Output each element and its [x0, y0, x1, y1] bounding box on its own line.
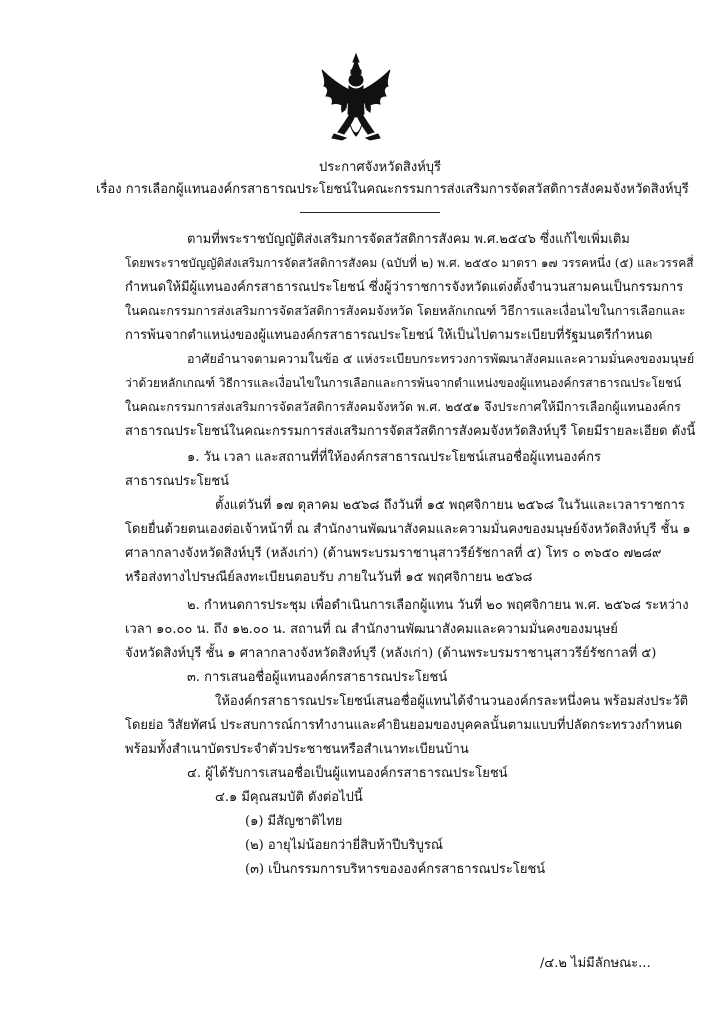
- paragraph-line: ในคณะกรรมการส่งเสริมการจัดสวัสดิการสังคมจังหวัด โดยหลักเกณฑ์ วิธีการและเงื่อนไขในการเลือกและ: [125, 303, 686, 318]
- section-1-heading: สาธารณประโยชน์: [125, 474, 230, 489]
- title-divider: [300, 212, 440, 213]
- section-1-line: โดยยื่นด้วยตนเองต่อเจ้าหน้าที่ ณ สำนักงานพัฒนาสังคมและความมั่นคงของมนุษย์จังหวัดสิงห์บุรี ชั้น ๑: [125, 522, 691, 537]
- continuation-note: /๔.๒ ไม่มีลักษณะ...: [540, 956, 651, 971]
- paragraph-line: กำหนดให้มีผู้แทนองค์กรสาธารณประโยชน์ ซึ่งผู้ว่าราชการจังหวัดแต่งตั้งจำนวนสามคนเป็นกรรมการ: [125, 280, 684, 295]
- section-3-line: ให้องค์กรสาธารณประโยชน์เสนอชื่อผู้แทนได้จำนวนองค์กรละหนึ่งคน พร้อมส่งประวัติ: [215, 694, 689, 709]
- section-2-line: ๒. กำหนดการประชุม เพื่อดำเนินการเลือกผู้แทน วันที่ ๒๐ พฤศจิกายน พ.ศ. ๒๕๖๘ ระหว่าง: [187, 598, 689, 613]
- section-1-line: หรือส่งทางไปรษณีย์ลงทะเบียนตอบรับ ภายในวันที่ ๑๕ พฤศจิกายน ๒๕๖๘: [125, 570, 533, 585]
- section-1-line: ตั้งแต่วันที่ ๑๗ ตุลาคม ๒๕๖๘ ถึงวันที่ ๑๕ พฤศจิกายน ๒๕๖๘ ในวันและเวลาราชการ: [215, 498, 685, 513]
- announcement-subject: เรื่อง การเลือกผู้แทนองค์กรสาธารณประโยชน์ในคณะกรรมการส่งเสริมการจัดสวัสดิการสังคมจังหวัดสิงห์บุรี: [96, 182, 689, 197]
- section-1-heading: ๑. วัน เวลา และสถานที่ที่ให้องค์กรสาธารณประโยชน์เสนอชื่อผู้แทนองค์กร: [187, 450, 601, 465]
- section-4-heading: ๔. ผู้ได้รับการเสนอชื่อเป็นผู้แทนองค์กรสาธารณประโยชน์: [187, 766, 508, 781]
- paragraph-line: ว่าด้วยหลักเกณฑ์ วิธีการและเงื่อนไขในการเลือกและการพ้นจากตำแหน่งของผู้แทนองค์กรสาธารณประโยชน์: [125, 376, 682, 390]
- section-1-line: ศาลากลางจังหวัดสิงห์บุรี (หลังเก่า) (ด้านพระบรมราชานุสาวรีย์รัชกาลที่ ๕) โทร ๐ ๓๖๕๐ ๗๒๘๙: [125, 546, 662, 561]
- announcement-title: ประกาศจังหวัดสิงห์บุรี: [319, 160, 442, 175]
- section-3-line: พร้อมทั้งสำเนาบัตรประจำตัวประชาชนหรือสำเนาทะเบียนบ้าน: [125, 742, 469, 757]
- qualification-item: (๓) เป็นกรรมการบริหารขององค์กรสาธารณประโยชน์: [245, 862, 546, 877]
- paragraph-line: ในคณะกรรมการส่งเสริมการจัดสวัสดิการสังคมจังหวัด พ.ศ. ๒๕๕๑ จึงประกาศให้มีการเลือกผู้แทนองค์กร: [125, 399, 681, 414]
- section-2-line: จังหวัดสิงห์บุรี ชั้น ๑ ศาลากลางจังหวัดสิงห์บุรี (หลังเก่า) (ด้านพระบรมราชานุสาวรีย์รัชกาลที่ ๕): [125, 646, 657, 661]
- section-4-subheading: ๔.๑ มีคุณสมบัติ ดังต่อไปนี้: [215, 790, 363, 805]
- paragraph-line: การพ้นจากตำแหน่งของผู้แทนองค์กรสาธารณประโยชน์ ให้เป็นไปตามระเบียบที่รัฐมนตรีกำหนด: [125, 328, 653, 343]
- paragraph-line: โดยพระราชบัญญัติส่งเสริมการจัดสวัสดิการสังคม (ฉบับที่ ๒) พ.ศ. ๒๕๕๐ มาตรา ๑๗ วรรคหนึ่ง (๕) และวรรคสี่: [125, 256, 694, 270]
- section-2-line: เวลา ๑๐.๐๐ น. ถึง ๑๒.๐๐ น. สถานที่ ณ สำนักงานพัฒนาสังคมและความมั่นคงของมนุษย์: [125, 622, 618, 637]
- qualification-item: (๒) อายุไม่น้อยกว่ายี่สิบห้าปีบริบูรณ์: [245, 838, 443, 853]
- paragraph-line: สาธารณประโยชน์ในคณะกรรมการส่งเสริมการจัดสวัสดิการสังคมจังหวัดสิงห์บุรี โดยมีรายละเอียด ดังนี้: [125, 424, 696, 439]
- section-3-heading: ๓. การเสนอชื่อผู้แทนองค์กรสาธารณประโยชน์: [187, 670, 448, 685]
- paragraph-line: ตามที่พระราชบัญญัติส่งเสริมการจัดสวัสดิการสังคม พ.ศ.๒๕๔๖ ซึ่งแก้ไขเพิ่มเติม: [187, 232, 630, 247]
- garuda-emblem: [316, 52, 396, 150]
- paragraph-line: อาศัยอำนาจตามความในข้อ ๕ แห่งระเบียบกระทรวงการพัฒนาสังคมและความมั่นคงของมนุษย์: [187, 351, 695, 366]
- qualification-item: (๑) มีสัญชาติไทย: [245, 814, 343, 829]
- section-3-line: โดยย่อ วิสัยทัศน์ ประสบการณ์การทำงานและคำยินยอมของบุคคลนั้นตามแบบที่ปลัดกระทรวงกำหนด: [125, 718, 683, 733]
